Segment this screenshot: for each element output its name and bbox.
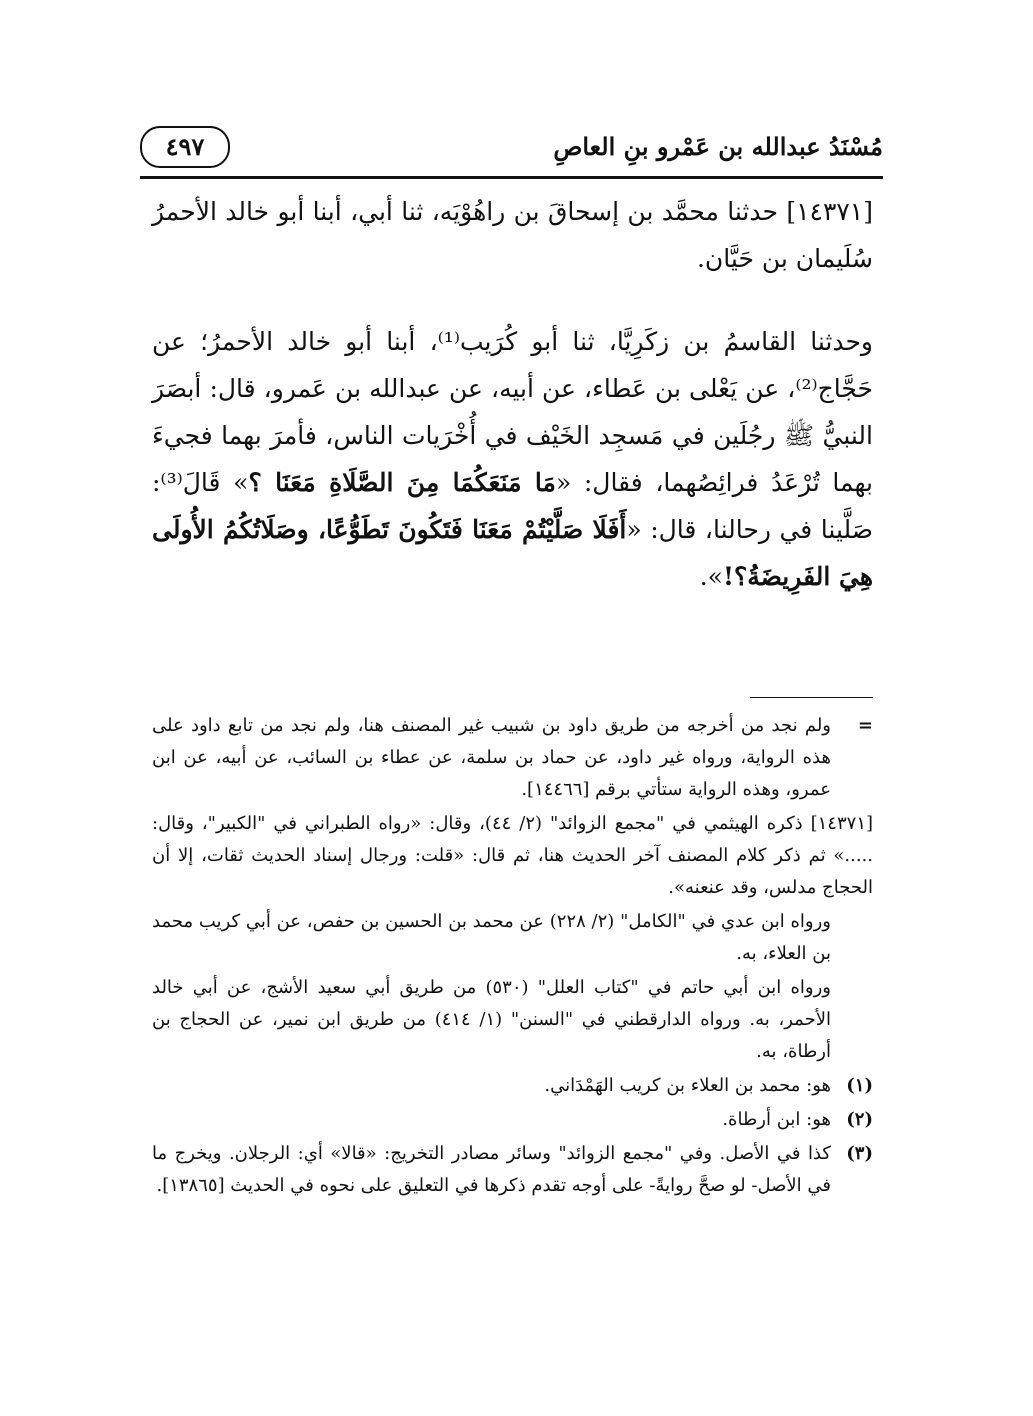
footnote-3-mark: (٣) [846,1143,873,1164]
takhrij-note-2 [152,906,873,970]
takhrij-text: [١٤٣٧١] ذكره الهيثمي في "مجمع الزوائد" (٢/ ٤٤)، وقال: «رواه الطبراني في "الكبير"، وقال: .....» ثم ذكر كلام المصنف آخر الحديث هنا، ثم قال: «قلت: ورجال إسناد الحديث ثقات، إلا أن الحجاج مدلس، وقد عنعنه». [152,813,874,898]
matn-paragraph [152,318,873,600]
footnote-1 [152,1070,873,1102]
running-title: مُسْنَدُ عبدالله بن عَمْرو بنِ العاصِ [553,132,883,161]
continuation-text: ولم نجد من أخرجه من طريق داود بن شبيب غير المصنف هنا، ولم نجد من تابع داود على هذه الرواية، ورواه غير داود، عن حماد بن سلمة، عن عطاء بن السائب، عن أبيه، عن ابن عمرو، وهذه الرواية ستأتي برقم [١٤٤٦٦]. [152,715,831,800]
takhrij-text-2: ورواه ابن عدي في "الكامل" (٢/ ٢٢٨) عن محمد بن الحسين بن حفص، عن أبي كريب محمد بن العلاء، به. [152,911,831,964]
prophet-quote-1: مَا مَنَعَكُمَا مِنَ الصَّلَاةِ مَعَنَا ؟ [248,468,556,497]
page-header [140,120,883,172]
footnote-2-text: هو: ابن أرطاة. [722,1109,831,1130]
footnote-3-text: كذا في الأصل. وفي "مجمع الزوائد" وسائر مصادر التخريج: «قالا» أي: الرجلان. ويخرج ما في الأصل- لو صحَّ روايةً- على أوجه تقدم ذكرها في التعليق على نحوه في الحديث [١٣٨٦٥]. [152,1143,831,1196]
takhrij-text-3: ورواه ابن أبي حاتم في "كتاب العلل" (٥٣٠) من طريق أبي سعيد الأشج، عن أبي خالد الأحمر، به. ورواه الدارقطني في "السنن" (١/ ٤١٤) من طريق ابن نمير، عن الحجاج بن أرطاة، به. [152,977,831,1062]
matn-text-a: وحدثنا القاسمُ بن زكَرِيَّا، ثنا أبو كُرَيب⁽¹⁾، أبنا أبو خالد الأحمرُ؛ عن حَجَّاج⁽²⁾، عن يَعْلى بن عَطاء، عن أبيه، عن عبدالله بن عَمرو، قال: أبصَرَ النبيُّ ﷺ رجُلَين في مَسجِد الخَيْف في أُخْرَيات الناس، فأمرَ بهما فجيءَ بهما تُرْعَدُ فرائِصُهما، فقال: « [152,327,873,497]
page-number: ٤٩٧ [140,126,230,168]
isnad-paragraph [152,188,873,282]
footnote-1-mark: (١) [846,1075,873,1096]
prophet-quote-2: أَفَلَا صَلَّيْتُمْ مَعَنَا فَتَكُونَ تَطَوُّعًا، وصَلَاتُكُمُ الأُولَى هِيَ الفَرِيضَةُ؟! [152,515,873,591]
footnote-3 [152,1138,873,1202]
footnotes [152,710,873,1204]
footnote-continuation [152,710,873,806]
takhrij-note-3 [152,972,873,1068]
matn-text-c: ». [699,562,723,591]
hadith-number: [١٤٣٧١] [786,197,873,226]
footnote-divider [750,697,873,698]
header-divider [140,176,883,179]
paragraph-gap [152,282,873,318]
main-text [152,188,873,600]
continuation-mark: = [857,715,873,736]
isnad-text: حدثنا محمَّد بن إسحاقَ بن راهُوْيَه، ثنا أبي، أبنا أبو خالد الأحمرُ سُلَيمان بن حَيَّان. [152,197,873,273]
footnote-1-text: هو: محمد بن العلاء بن كريب الهَمْدَاني. [544,1075,831,1096]
footnote-2 [152,1104,873,1136]
matn-text-b: » قَالَ⁽³⁾: صَلَّينا في رحالنا، قال: « [152,468,873,544]
takhrij-note [152,808,873,904]
footnote-2-mark: (٢) [846,1109,873,1130]
